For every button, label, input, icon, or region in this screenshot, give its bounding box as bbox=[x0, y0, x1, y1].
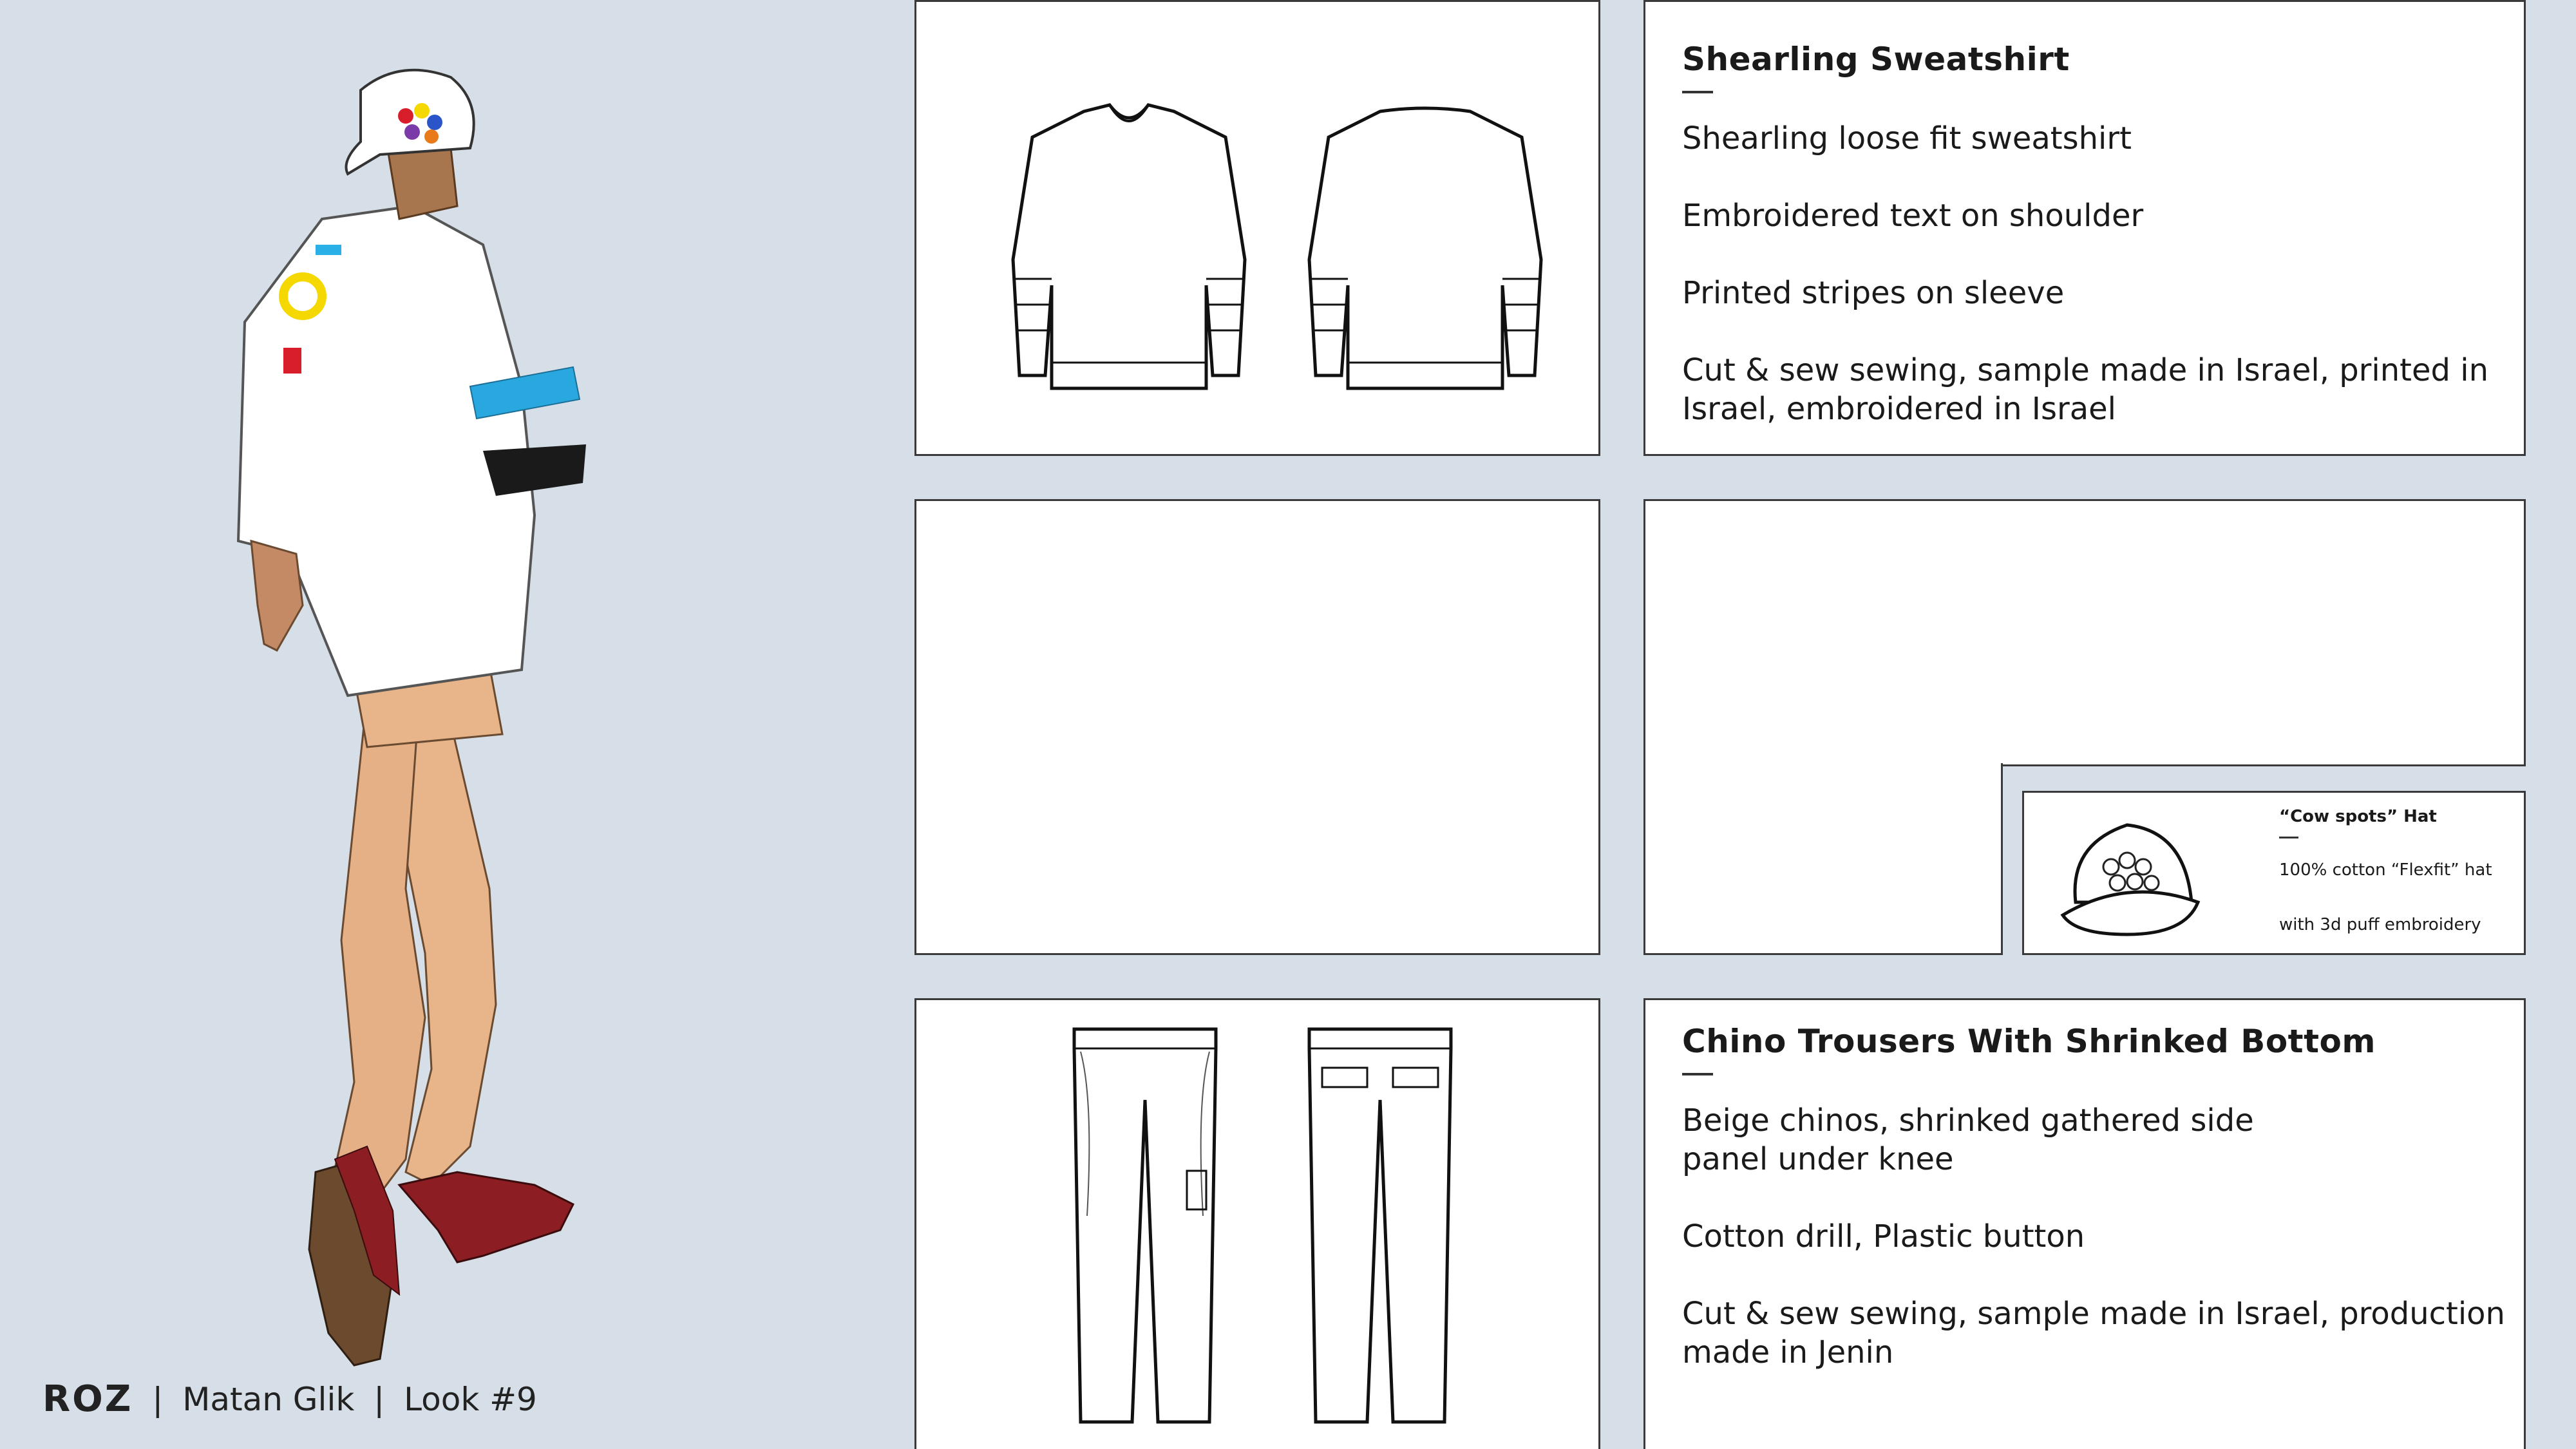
fashion-figure-illustration bbox=[213, 52, 625, 1378]
hat-sketch bbox=[2050, 806, 2211, 941]
empty-panel bbox=[914, 499, 1600, 955]
trousers-flats-panel bbox=[914, 998, 1600, 1449]
hat-card bbox=[2022, 791, 2526, 955]
trousers-spec-3: Cotton drill, Plastic button bbox=[1682, 1218, 2085, 1255]
hat-spec-1: 100% cotton “Flexfit” hat bbox=[2279, 860, 2492, 880]
sweatshirt-spec-4: Cut & sew sewing, sample made in Israel, printed in bbox=[1682, 352, 2489, 388]
separator: | bbox=[374, 1380, 385, 1418]
sweatshirt-title: Shearling Sweatshirt bbox=[1682, 41, 2070, 78]
trousers-spec-2: panel under knee bbox=[1682, 1141, 1954, 1177]
sweatshirt-spec-5: Israel, embroidered in Israel bbox=[1682, 391, 2116, 427]
trousers-spec-1: Beige chinos, shrinked gathered side bbox=[1682, 1103, 2254, 1139]
hat-title-rule bbox=[2279, 837, 2298, 838]
title-rule bbox=[1682, 91, 1713, 93]
hat-left-panel bbox=[1643, 763, 2003, 955]
trousers-spec-panel bbox=[1643, 998, 2526, 1449]
trousers-spec-5: made in Jenin bbox=[1682, 1334, 1894, 1370]
designer-name: Matan Glik bbox=[182, 1380, 355, 1418]
brand-logo: ROZ bbox=[43, 1378, 133, 1420]
hat-title: “Cow spots” Hat bbox=[2279, 807, 2437, 826]
sweatshirt-front-sketch bbox=[1000, 92, 1258, 401]
look-number: Look #9 bbox=[404, 1380, 537, 1418]
right-shoe bbox=[399, 1172, 573, 1262]
separator: | bbox=[152, 1380, 164, 1418]
title-rule bbox=[1682, 1073, 1713, 1075]
trousers-front-sketch bbox=[1068, 1023, 1222, 1435]
trousers-title: Chino Trousers With Shrinked Bottom bbox=[1682, 1023, 2376, 1060]
sweatshirt-spec-3: Printed stripes on sleeve bbox=[1682, 275, 2065, 311]
trousers-spec-4: Cut & sew sewing, sample made in Israel, production bbox=[1682, 1296, 2505, 1332]
sweatshirt-back-sketch bbox=[1296, 92, 1554, 401]
trousers-back-sketch bbox=[1303, 1023, 1457, 1435]
hat-top-panel bbox=[1643, 499, 2526, 766]
sweatshirt-spec-1: Shearling loose fit sweatshirt bbox=[1682, 120, 2132, 156]
hat-spec-2: with 3d puff embroidery bbox=[2279, 915, 2481, 934]
sweatshirt-flats-panel bbox=[914, 0, 1600, 456]
footer-credit bbox=[43, 1378, 537, 1420]
sweatshirt-spec-2: Embroidered text on shoulder bbox=[1682, 198, 2144, 234]
sweatshirt-spec-panel bbox=[1643, 0, 2526, 456]
